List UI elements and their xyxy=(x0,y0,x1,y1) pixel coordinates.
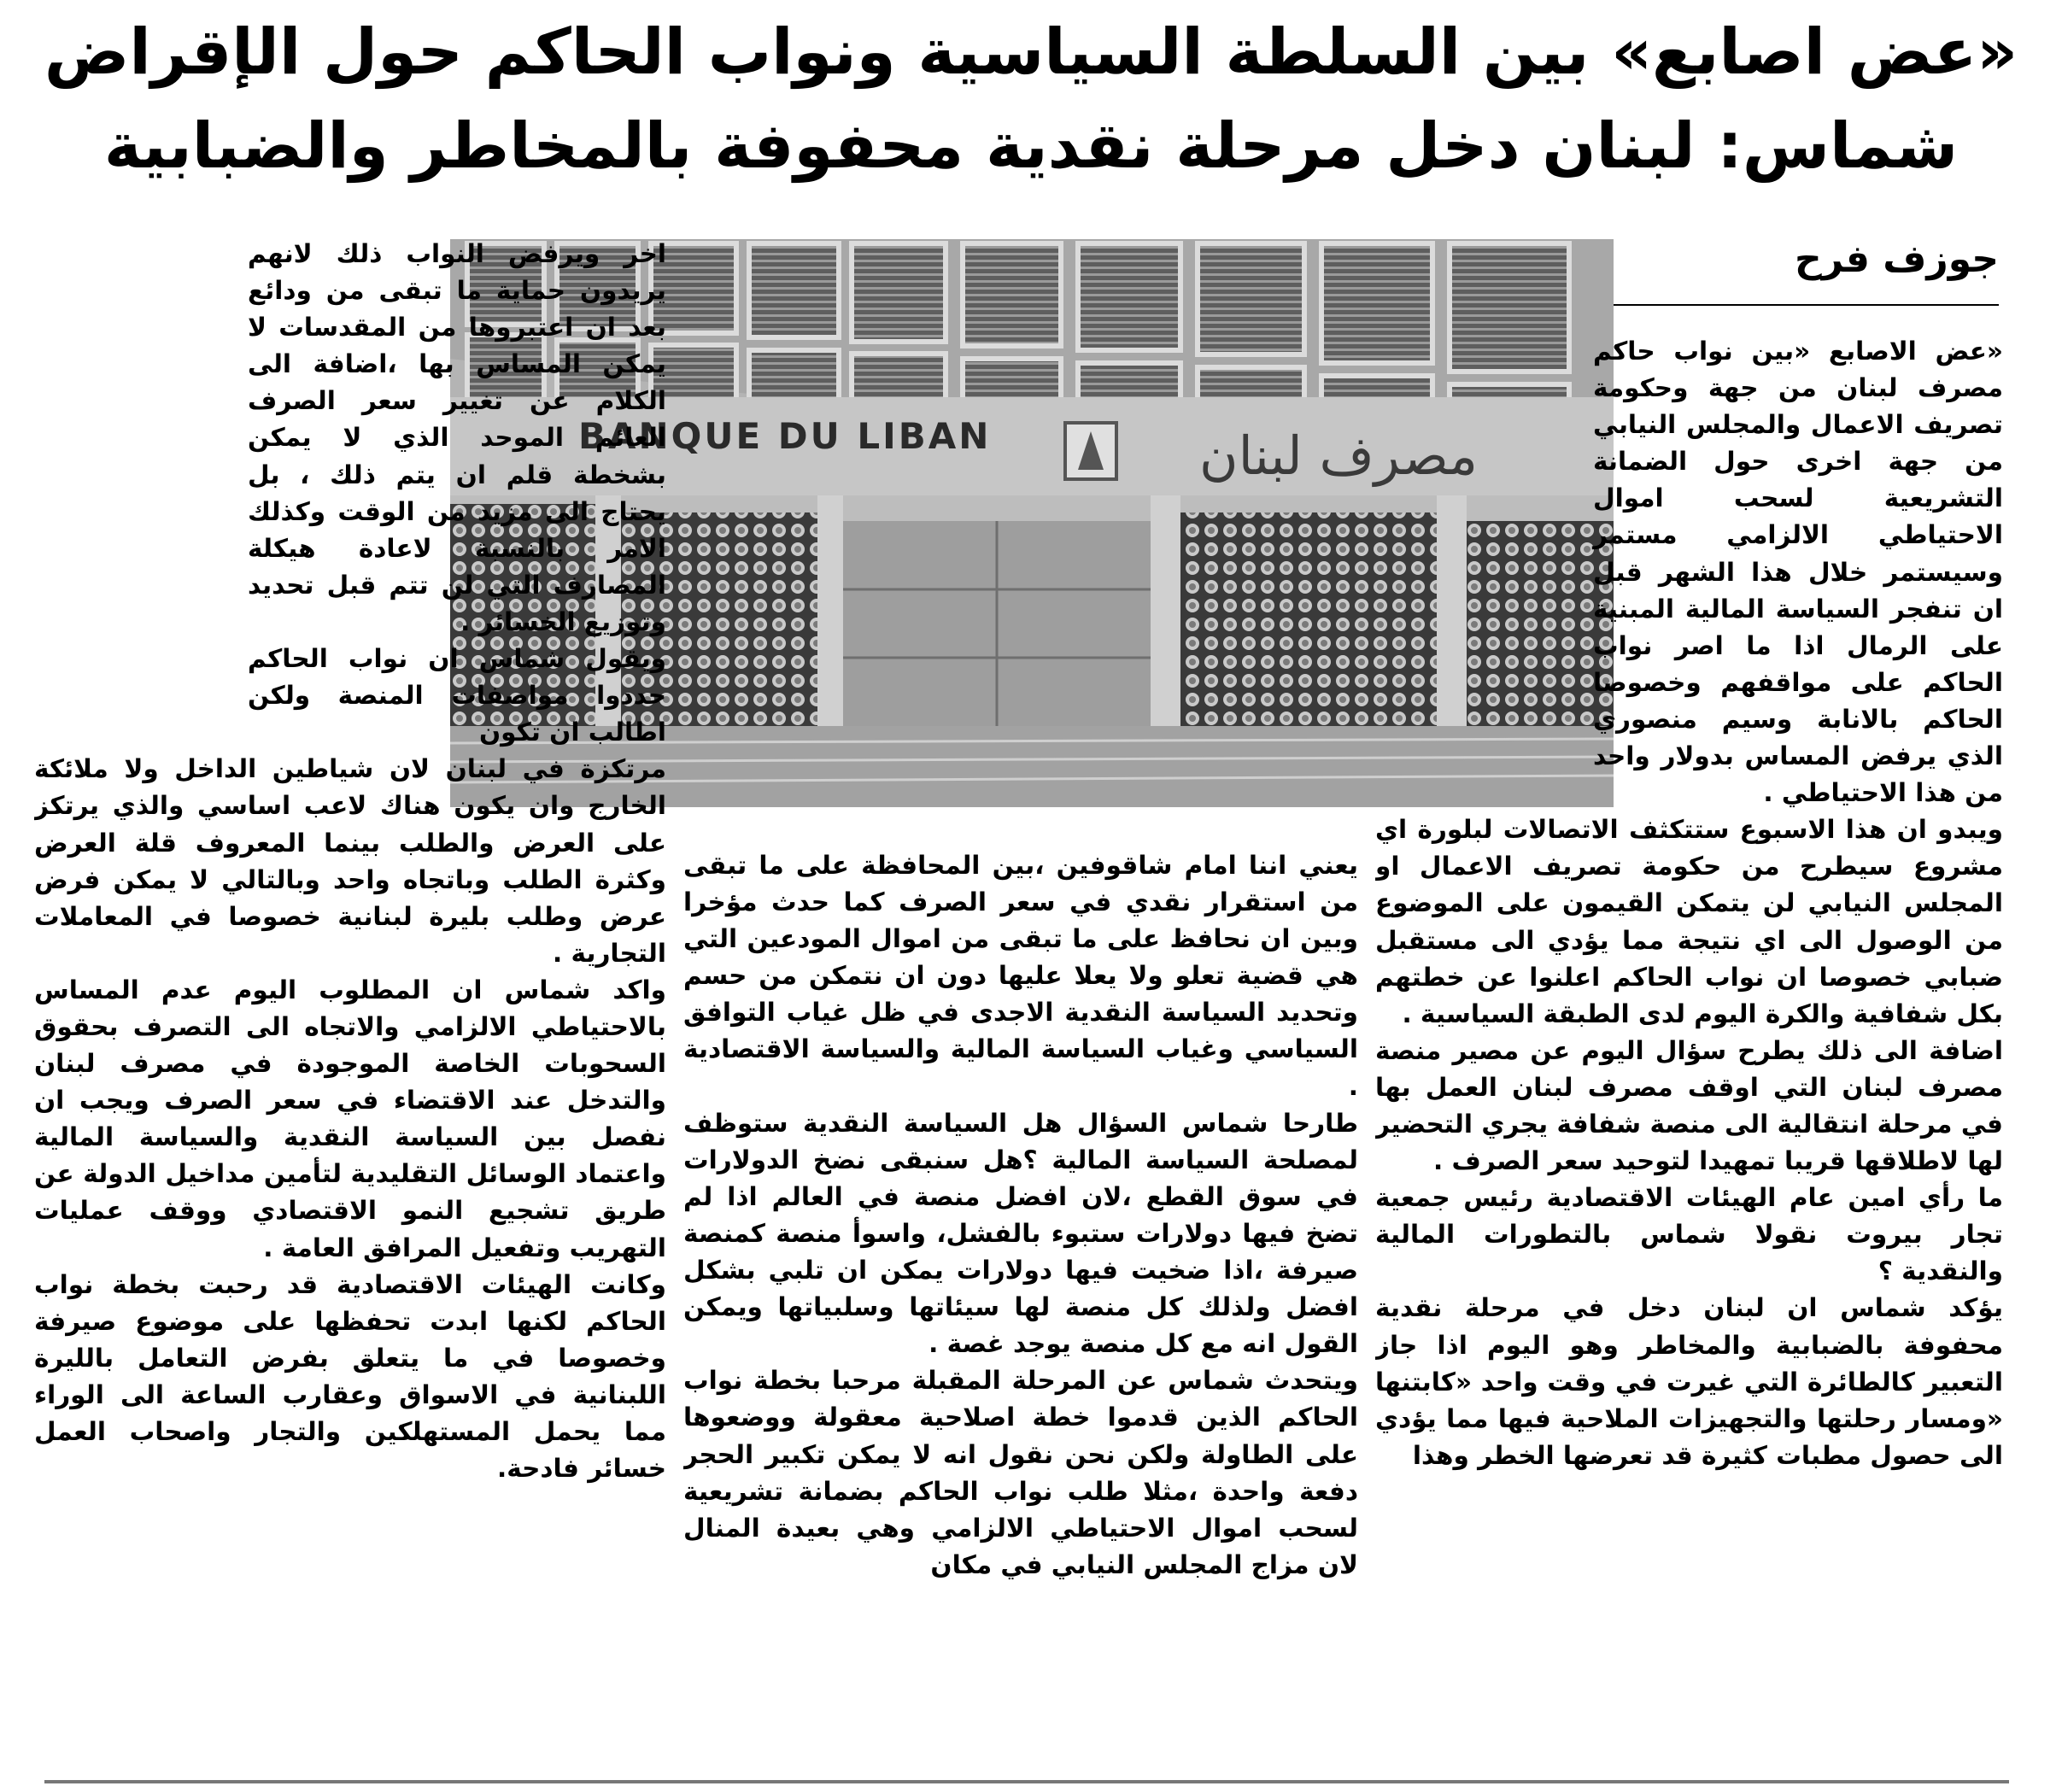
article-column-left xyxy=(34,236,666,1778)
sign-arabic: مصرف لبنان xyxy=(1199,425,1478,487)
footer-rule xyxy=(44,1780,2009,1783)
paragraph: اخر ويرفض النواب ذلك لانهم يريدون حماية ما تبقى من ودائع بعد ان اعتبروها من المقدسات لا يمكن المساس بها ،اضافة الى الكلام عن تغيير سعر الصرف العائم الموحد الذي لا يمكن بشخطة قلم ان يتم ذلك ، بل يحتاج الى مزيد من الوقت وكذلك الامر بالنسبة لاعادة هيكلة المصارف التي لن تتم قبل تحديد وتوزيع الخسائر . xyxy=(248,239,666,636)
paragraph: واكد شماس ان المطلوب اليوم عدم المساس بالاحتياطي الالزامي والاتجاه الى التصرف بحقوق السحوبات الخاصة الموجودة في مصرف لبنان والتدخل عند الاقتضاء في سعر الصرف ويجب ان نفصل بين السياسة النقدية والسياسة المالية واعتماد الوسائل التقليدية لتأمين مداخيل الدولة عن طريق تشجيع النمو الاقتصادي ووقف عمليات التهريب وتفعيل المرافق العامة . xyxy=(34,975,666,1262)
paragraph: ما رأي امين عام الهيئات الاقتصادية رئيس جمعية تجار بيروت نقولا شماس بالتطورات المالية والنقدية ؟ xyxy=(1375,1183,2003,1286)
headline-line-2: شماس: لبنان دخل مرحلة نقدية محفوفة بالمخاطر والضبابية xyxy=(103,109,1959,183)
sign-latin: BANQUE DU LIBAN xyxy=(578,415,992,457)
paragraph: اضافة الى ذلك يطرح سؤال اليوم عن مصير منصة مصرف لبنان التي اوقف مصرف لبنان العمل بها في مرحلة انتقالية الى منصة شفافة يجري التحضير لها لاطلاقها قريبا تمهيدا لتوحيد سعر الصرف . xyxy=(1375,1035,2003,1176)
paragraph: وكانت الهيئات الاقتصادية قد رحبت بخطة نواب الحاكم لكنها ابدت تحفظها على موضوع صيرفة وخصوصا في ما يتعلق بفرض التعامل بالليرة اللبنانية في الاسواق وعقارب الساعة الى الوراء مما يحمل المستهلكين والتجار واصحاب العمل خسائر فادحة. xyxy=(34,1269,666,1484)
paragraph: ويقول شماس ان نواب الحاكم حددوا مواصفات المنصة ولكن اطالب ان تكون xyxy=(248,644,666,747)
article-column-middle xyxy=(683,847,1358,1778)
paragraph: يعني اننا امام شاقوفين ،بين المحافظة على ما تبقى من استقرار نقدي في سعر الصرف كما حدث مؤخرا وبين ان نحافظ على ما تبقى من اموال المودعين التي هي قضية تعلو ولا يعلا عليها دون ان نتمكن من حسم وتحديد السياسة النقدية الاجدى في ظل غياب التوافق السياسي وغياب السياسة المالية والسياسة الاقتصادية . xyxy=(683,851,1358,1101)
paragraph: ويتحدث شماس عن المرحلة المقبلة مرحبا بخطة نواب الحاكم الذين قدموا خطة اصلاحية معقولة ووضعوها على الطاولة ولكن نحن نقول انه لا يمكن تكبير الحجر دفعة واحدة ،مثلا طلب نواب الحاكم بضمانة تشريعية لسحب اموال الاحتياطي الالزامي وهي بعيدة المنال لان مزاج المجلس النيابي في مكان xyxy=(683,1366,1358,1579)
paragraph: مرتكزة في لبنان لان شياطين الداخل ولا ملائكة الخارج وان يكون هناك لاعب اساسي والذي يرتكز على العرض والطلب بينما المعروف قلة العرض وكثرة الطلب وباتجاه واحد وبالتالي لا يمكن فرض عرض وطلب بليرة لبنانية خصوصا في المعاملات التجارية . xyxy=(34,754,666,968)
paragraph: طارحا شماس السؤال هل السياسة النقدية ستوظف لمصلحة السياسة المالية ؟هل سنبقى نضخ الدولارات في سوق القطع ،لان افضل منصة في العالم اذا لم تضخ فيها دولارات ستبوء بالفشل، واسوأ منصة كمنصة صيرفة ،اذا ضخيت فيها دولارات يمكن ان تلبي بشكل افضل ولذلك كل منصة لها سيئاتها وسلبياتها ويمكن القول انه مع كل منصة يوجد غصة . xyxy=(683,1108,1358,1359)
column-left-top xyxy=(248,236,666,751)
paragraph: يؤكد شماس ان لبنان دخل في مرحلة نقدية محفوفة بالضبابية والمخاطر وهو اليوم اذا جاز التعبير كالطائرة التي غيرت في وقت واحد «كابتنها «ومسار رحلتها والتجهيزات الملاحية فيها مما يؤدي الى حصول مطبات كثيرة قد تعرضها الخطر وهذا xyxy=(1375,1293,2003,1470)
headline-line-1: «عض اصابع» بين السلطة السياسية ونواب الحاكم حول الإقراض xyxy=(44,15,2018,89)
paragraph: ويبدو ان هذا الاسبوع ستتكثف الاتصالات لبلورة اي مشروع سيطرح من حكومة تصريف الاعمال او المجلس النيابي لن يتمكن القيمون على الموضوع من الوصول الى اي نتيجة مما يؤدي الى مستقبل ضبابي خصوصا ان نواب الحاكم اعلنوا عن خطتهم بكل شفافية والكرة اليوم لدى الطبقة السياسية . xyxy=(1375,815,2003,1028)
byline: جوزف فرح xyxy=(1795,237,1999,281)
paragraph: «عض الاصابع «بين نواب حاكم مصرف لبنان من جهة وحكومة تصريف الاعمال والمجلس النيابي من جهة اخرى حول الضمانة التشريعية لسحب اموال الاحتياطي الالزامي مستمر وسيستمر خلال هذا الشهر قبل ان تنفجر السياسة المالية المبنية على الرمال اذا ما اصر نواب الحاكم على مواقفهم وخصوصا الحاكم بالانابة وسيم منصوري الذي يرفض المساس بدولار واحد من هذا الاحتياطي . xyxy=(1593,337,2003,808)
article-column-right xyxy=(1375,333,2003,1777)
